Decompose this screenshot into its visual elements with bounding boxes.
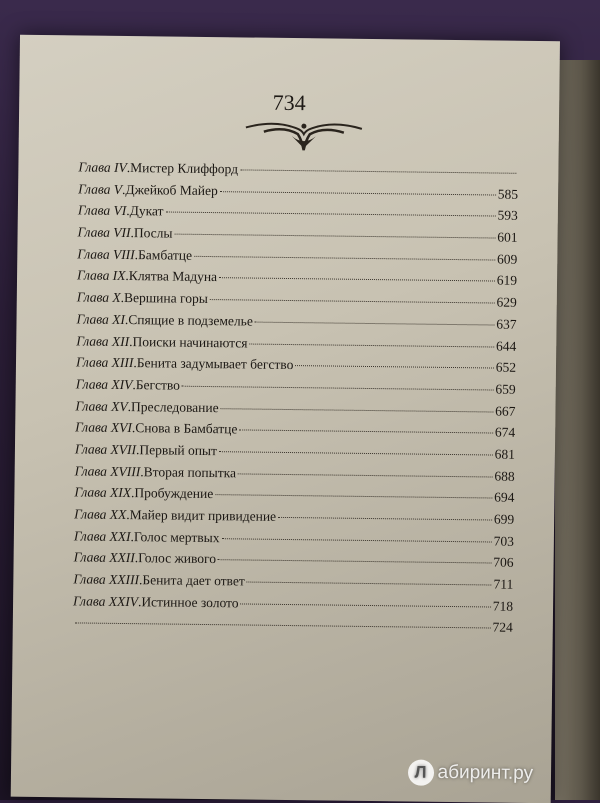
dot-leader bbox=[240, 169, 516, 173]
dot-leader bbox=[239, 430, 492, 434]
label-separator: . bbox=[126, 203, 130, 219]
labirint-logo-icon: Л bbox=[407, 759, 433, 785]
book-page bbox=[11, 35, 560, 803]
label-separator: . bbox=[130, 528, 135, 544]
chapter-title: Дукат bbox=[129, 203, 164, 219]
dot-leader bbox=[250, 343, 494, 347]
chapter-title: Вторая попытка bbox=[143, 463, 237, 480]
page-ref: 585 bbox=[497, 186, 519, 202]
label-separator: . bbox=[136, 442, 140, 458]
chapter-label: Глава XVIII bbox=[74, 463, 141, 479]
chapter-title: Бенита задумывает бегство bbox=[136, 355, 294, 373]
dot-leader bbox=[219, 451, 493, 455]
chapter-title: Бамбатце bbox=[138, 246, 193, 263]
label-separator: . bbox=[134, 246, 139, 262]
page-ref: 652 bbox=[495, 359, 517, 375]
page-ref: 699 bbox=[493, 511, 515, 527]
page-ref: 629 bbox=[496, 294, 517, 310]
label-separator: . bbox=[127, 398, 132, 414]
label-separator: . bbox=[130, 485, 135, 501]
chapter-label: Глава VI bbox=[77, 202, 127, 219]
chapter-label: Глава IX bbox=[76, 267, 126, 284]
chapter-label: Глава XII bbox=[76, 332, 130, 349]
chapter-label: Глава XXII bbox=[73, 549, 135, 566]
chapter-title: Бенита дает ответ bbox=[142, 572, 245, 589]
label-separator: . bbox=[124, 311, 129, 327]
watermark bbox=[407, 759, 533, 787]
page-ref: 593 bbox=[497, 207, 518, 224]
page-ref: 609 bbox=[496, 251, 518, 267]
page-ref: 637 bbox=[496, 316, 517, 332]
label-separator: . bbox=[133, 355, 137, 371]
chapter-label: Глава VIII bbox=[77, 246, 135, 262]
label-separator: . bbox=[121, 181, 126, 197]
dot-leader bbox=[75, 623, 491, 629]
chapter-title: Спящие в подземелье bbox=[128, 311, 253, 329]
chapter-label: Глава XXIV bbox=[73, 593, 139, 609]
page-ref: 694 bbox=[494, 489, 515, 506]
chapter-label: Глава XIV bbox=[75, 376, 133, 392]
chapter-title: Поиски начинаются bbox=[132, 333, 248, 351]
chapter-title: Вершина горы bbox=[124, 290, 208, 307]
dot-leader bbox=[194, 256, 495, 261]
dot-leader bbox=[220, 191, 496, 195]
table-of-contents bbox=[73, 159, 519, 641]
chapter-title: Снова в Бамбатце bbox=[135, 420, 238, 437]
label-separator: . bbox=[126, 160, 131, 176]
dot-leader bbox=[241, 603, 491, 607]
label-separator: . bbox=[131, 420, 136, 436]
label-separator: . bbox=[126, 507, 130, 523]
dot-leader bbox=[255, 321, 494, 325]
page-ref: 724 bbox=[492, 619, 513, 636]
page-ref: 659 bbox=[495, 381, 516, 397]
page-ref: 667 bbox=[495, 403, 516, 419]
label-separator: . bbox=[129, 333, 133, 349]
dot-leader bbox=[219, 278, 495, 282]
chapter-label: Глава X bbox=[76, 289, 121, 306]
chapter-label: Глава XXI bbox=[73, 528, 131, 544]
dot-leader bbox=[210, 299, 495, 303]
watermark-text: абиринт.ру bbox=[437, 761, 534, 785]
chapter-title: Мистер Клиффорд bbox=[130, 160, 239, 177]
label-separator: . bbox=[140, 463, 144, 479]
ornament-icon bbox=[244, 115, 364, 152]
chapter-label: Глава XIII bbox=[75, 354, 134, 371]
chapter-title: Голос живого bbox=[138, 550, 217, 567]
chapter-title: Пробуждение bbox=[134, 485, 214, 502]
chapter-label: Глава XV bbox=[75, 397, 128, 414]
chapter-title: Послы bbox=[133, 225, 173, 241]
page-ref: 674 bbox=[494, 424, 516, 441]
dot-leader bbox=[222, 538, 492, 542]
page-ref: 706 bbox=[493, 554, 514, 571]
page-ref: 601 bbox=[497, 229, 518, 245]
label-separator: . bbox=[132, 376, 136, 393]
chapter-label: Глава XX bbox=[74, 506, 127, 523]
chapter-label: Глава XIX bbox=[74, 484, 132, 501]
chapter-title: Истинное золото bbox=[141, 593, 239, 611]
page-ref: 711 bbox=[493, 576, 514, 592]
page-ref: 644 bbox=[495, 338, 517, 354]
label-separator: . bbox=[125, 268, 129, 284]
dot-leader bbox=[165, 212, 495, 217]
chapter-title: Первый опыт bbox=[139, 442, 218, 459]
label-separator: . bbox=[137, 593, 142, 609]
chapter-label: Глава IV bbox=[78, 159, 127, 176]
page-ref: 688 bbox=[494, 468, 515, 484]
chapter-label: Глава XI bbox=[76, 311, 126, 327]
label-separator: . bbox=[130, 225, 134, 241]
dot-leader bbox=[218, 560, 491, 564]
label-separator: . bbox=[134, 550, 139, 566]
chapter-label: Глава VII bbox=[77, 224, 131, 241]
dot-leader bbox=[221, 408, 494, 412]
dot-leader bbox=[175, 234, 496, 239]
next-page-edge bbox=[555, 60, 600, 800]
page-ref: 703 bbox=[493, 533, 514, 549]
chapter-label: Глава XVII bbox=[74, 441, 137, 458]
chapter-title: Майер видит привидение bbox=[129, 507, 277, 524]
chapter-title: Джейкоб Майер bbox=[125, 181, 218, 198]
dot-leader bbox=[215, 494, 492, 498]
page-ref: 681 bbox=[494, 446, 516, 462]
dot-leader bbox=[182, 386, 493, 391]
page-ref: 718 bbox=[492, 598, 514, 614]
chapter-label: Глава XVI bbox=[75, 419, 132, 436]
dot-leader bbox=[238, 473, 492, 477]
chapter-title: Бегство bbox=[135, 377, 181, 393]
dot-leader bbox=[247, 582, 492, 586]
toc-row bbox=[73, 615, 513, 642]
dot-leader bbox=[295, 365, 493, 368]
page-ref: 619 bbox=[496, 272, 518, 289]
dot-leader bbox=[278, 517, 492, 521]
chapter-title: Клятва Мадуна bbox=[128, 268, 218, 285]
chapter-title: Голос мертвых bbox=[133, 528, 220, 545]
label-separator: . bbox=[138, 572, 143, 588]
label-separator: . bbox=[120, 290, 125, 306]
chapter-title: Преследование bbox=[130, 398, 219, 415]
chapter-label: Глава XXIII bbox=[73, 571, 140, 588]
page-number: 734 bbox=[272, 89, 306, 116]
chapter-label: Глава V bbox=[78, 181, 123, 197]
